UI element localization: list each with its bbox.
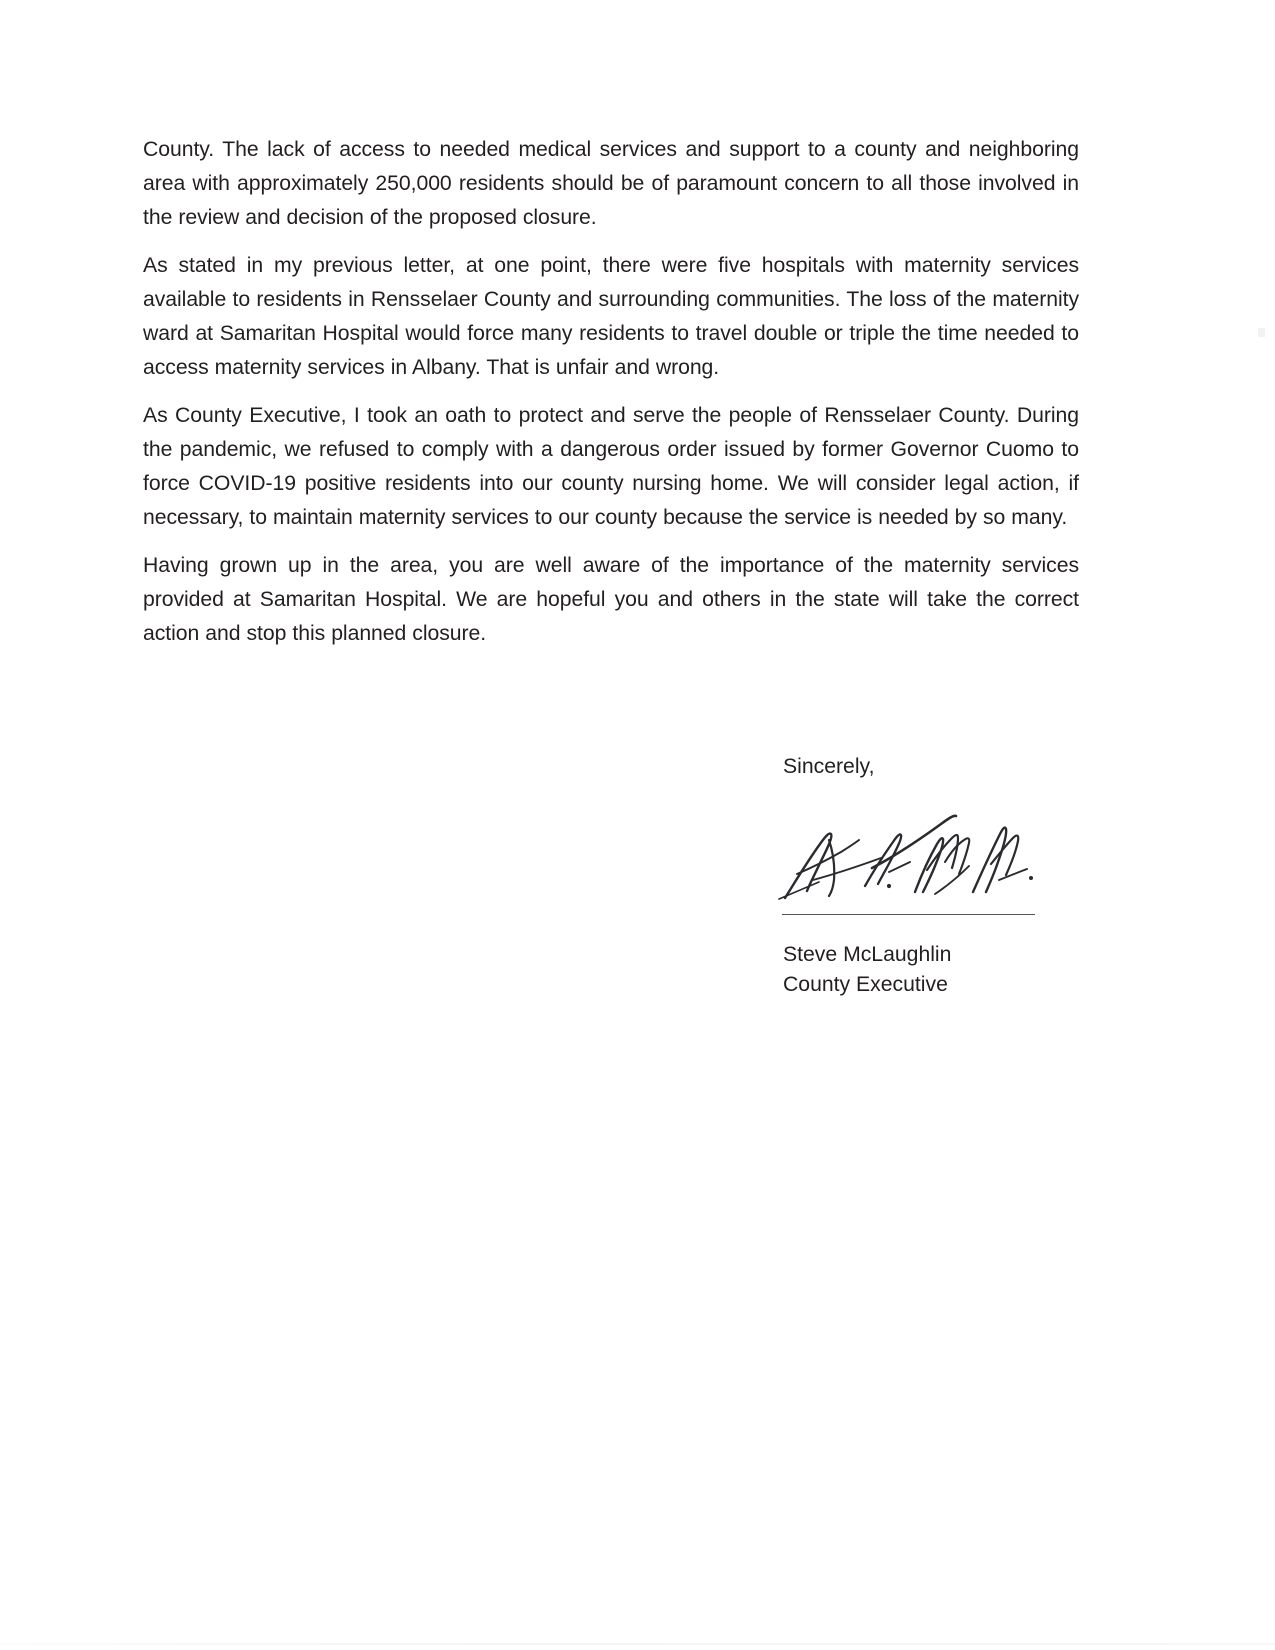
signature-block [783,752,1113,1000]
scan-artifact-bottom-edge [0,1643,1275,1645]
scan-artifact-speck [1258,328,1265,337]
body-paragraph-2: As stated in my previous letter, at one point, there were five hospitals with maternity services available to residents in Rensselaer County and surrounding communities. The loss of the maternity ward at Samaritan Hospital would force many residents to travel double or triple the time needed to access maternity services in Albany. That is unfair and wrong. [143,254,1079,379]
closing-salutation: Sincerely, [783,755,875,778]
signer-title: County Executive [783,973,948,996]
signature-line [782,914,1035,915]
letter-body [143,133,1079,651]
handwritten-signature-icon [777,796,1037,900]
body-paragraph-3: As County Executive, I took an oath to protect and serve the people of Rensselaer County. During the pandemic, we refused to comply with a dangerous order issued by former Governor Cuomo to force COVID-19 positive residents into our county nursing home. We will consider legal action, if necessary, to maintain maternity services to our county because the service is needed by so many. [143,404,1079,529]
body-paragraph-1: County. The lack of access to needed medical services and support to a county and neighboring area with approximately 250,000 residents should be of paramount concern to all those involved in the review and decision of the proposed closure. [143,138,1079,229]
body-paragraph-4: Having grown up in the area, you are well aware of the importance of the maternity services provided at Samaritan Hospital. We are hopeful you and others in the state will take the correct action and stop this planned closure. [143,554,1079,645]
signature-area [783,796,1113,914]
signer-name: Steve McLaughlin [783,943,952,966]
